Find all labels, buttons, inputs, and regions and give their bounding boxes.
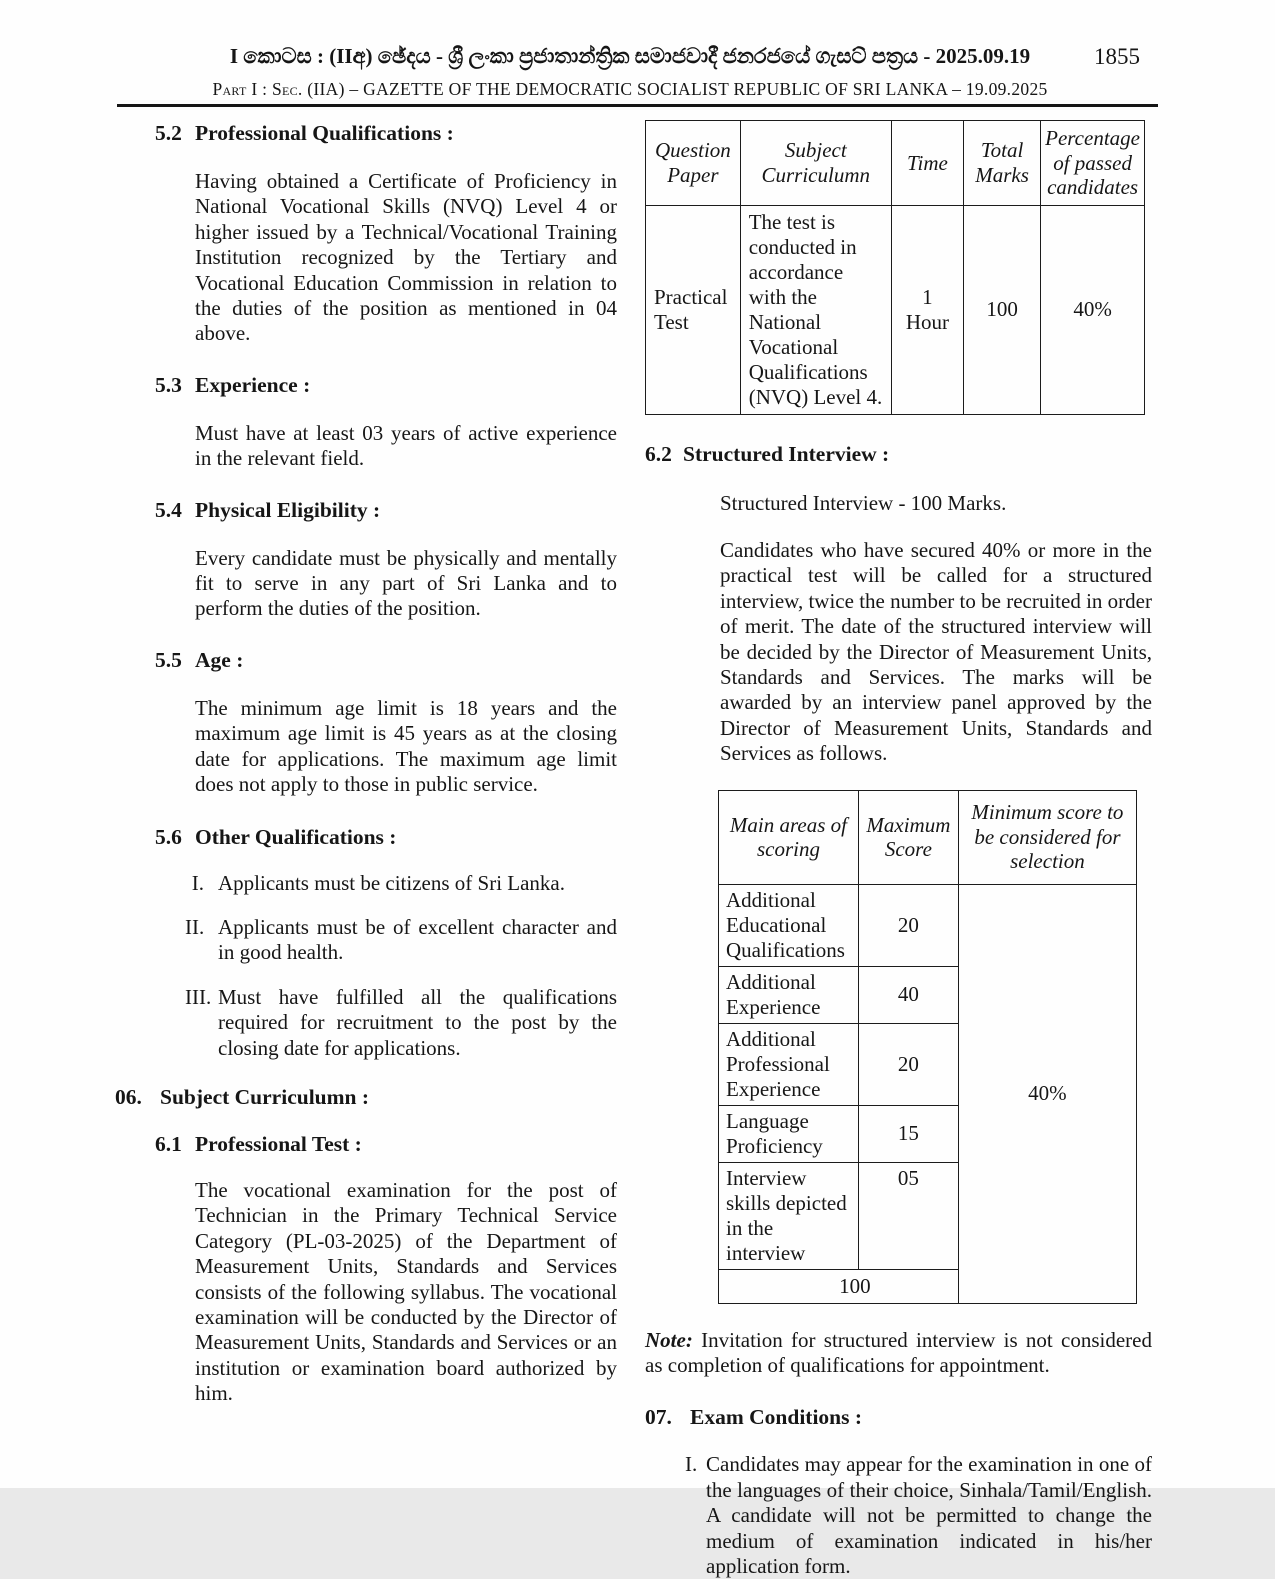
list-item <box>185 871 617 896</box>
table-row <box>646 205 1145 414</box>
total-score-cell: 100 <box>719 1269 959 1303</box>
section-body-5-3: Must have at least 03 years of active experience in the relevant field. <box>195 420 617 471</box>
scoring-area-cell: Language Proficiency <box>719 1105 859 1162</box>
table-header-row <box>719 790 1137 884</box>
section-title: Professional Qualifications : <box>195 121 454 145</box>
header-rule <box>117 104 1158 107</box>
section-heading-06 <box>115 1084 617 1110</box>
column-header: Main areas of scoring <box>719 790 859 884</box>
column-header: Maximum Score <box>858 790 958 884</box>
section-number: 5.6 <box>155 824 182 849</box>
interview-scoring-table <box>718 790 1137 1304</box>
other-qualifications-list <box>185 871 617 1061</box>
score-cell: 15 <box>858 1105 958 1162</box>
column-header: Time <box>891 121 963 206</box>
section-title: Physical Eligibility : <box>195 497 381 522</box>
section-number: 6.1 <box>155 1131 182 1156</box>
section-body-5-2: Having obtained a Certificate of Proficiency in National Vocational Skills (NVQ) Level 4 or higher issued by a Technical/Vocational Training Institution recognized by the Tertiary and Vocational Education Commission in relation to the duties of the position as mentioned in 04 above. <box>195 169 617 346</box>
section-heading-5-3 <box>155 372 617 398</box>
section-title: Professional Test : <box>195 1131 362 1156</box>
list-item-number: I. <box>685 1452 698 1477</box>
time-cell: 1 Hour <box>891 205 963 414</box>
note-text: Invitation for structured interview is not considered as completion of qualifications for appointment. <box>645 1327 1152 1377</box>
section-heading-5-5 <box>155 647 617 673</box>
list-item-number: II. <box>185 914 205 939</box>
column-header: Total Marks <box>964 121 1041 206</box>
section-heading-5-6 <box>155 824 617 850</box>
question-paper-cell: Practical Test <box>646 205 741 414</box>
section-title: Age : <box>195 647 244 672</box>
interview-body: Candidates who have secured 40% or more in the practical test will be called for a structured interview, twice the number to be recruited in order of merit. The date of the structured interview will be decided by the Director of Measurement Units, Standards and Services. The marks will be awarded by an interview panel approved by the Director of Measurement Units, Standards and Services as follows. <box>720 537 1152 766</box>
section-number: 06. <box>115 1084 142 1109</box>
page-number: 1855 <box>1094 44 1140 69</box>
list-item-number: III. <box>185 984 212 1009</box>
list-item <box>185 915 617 966</box>
exam-conditions-list <box>685 1452 1152 1579</box>
section-heading-6-1 <box>155 1131 617 1157</box>
score-cell: 20 <box>858 1023 958 1105</box>
curriculum-cell: The test is conducted in accordance with the National Vocational Qualifications (NVQ) Level 4. <box>740 205 891 414</box>
section-title: Experience : <box>195 372 311 397</box>
list-item-text: Candidates may appear for the examination in one of the languages of their choice, Sinhala/Tamil/English. A candidate will not be permitted to change the medium of examination indicated in his/her application form. <box>706 1452 1152 1578</box>
scoring-area-cell: Additional Professional Experience <box>719 1023 859 1105</box>
column-header: Minimum score to be considered for selection <box>958 790 1136 884</box>
percentage-cell: 40% <box>1041 205 1145 414</box>
section-heading-07 <box>645 1404 1152 1430</box>
list-item-text: Applicants must be of excellent character and in good health. <box>218 914 617 965</box>
section-heading-5-4 <box>155 497 617 523</box>
section-heading-6-2 <box>645 441 1152 467</box>
scoring-area-cell: Interview skills depicted in the interview <box>719 1162 859 1269</box>
section-title: Other Qualifications : <box>195 824 397 849</box>
scoring-area-cell: Additional Experience <box>719 966 859 1023</box>
right-column <box>645 120 1152 1579</box>
score-cell: 40 <box>858 966 958 1023</box>
column-header: Percentage of passed candidates <box>1041 121 1145 206</box>
minimum-score-cell: 40% <box>958 884 1136 1303</box>
section-body-5-4: Every candidate must be physically and mentally fit to serve in any part of Sri Lanka and to perform the duties of the position. <box>195 545 617 621</box>
table-header-row <box>646 121 1145 206</box>
section-body-6-1: The vocational examination for the post of Technician in the Primary Technical Service Category (PL-03-2025) of the Department of Measurement Units, Standards and Services consists of the following syllabus. The vocational examination will be conducted by the Director of Measurement Units, Standards and Services or an institution or examination board authorized by him. <box>195 1177 617 1406</box>
section-number: 5.3 <box>155 372 182 397</box>
section-title: Structured Interview : <box>683 441 890 466</box>
note-label: Note: <box>645 1327 693 1352</box>
column-header: Subject Curriculumn <box>740 121 891 206</box>
interview-lead: Structured Interview - 100 Marks. <box>720 490 1007 515</box>
section-title: Exam Conditions : <box>690 1405 863 1430</box>
section-number: 5.5 <box>155 647 182 672</box>
section-heading-5-2 <box>155 120 617 146</box>
list-item-text: Applicants must be citizens of Sri Lanka. <box>218 870 566 895</box>
scoring-area-cell: Additional Educational Qualifications <box>719 884 859 966</box>
section-number: 6.2 <box>645 441 672 466</box>
header-sinhala: I කොටස : (IIඅ) ඡේදය - ශ්‍රී ලංකා ප්‍රජාතාන්ත්‍රික සමාජවාදී ජනරජයේ ගැසට් පත්‍රය - 2025.09.19 <box>229 44 1031 68</box>
list-item <box>685 1452 1152 1579</box>
list-item <box>185 985 617 1061</box>
score-cell: 05 <box>858 1162 958 1269</box>
professional-test-table <box>645 120 1145 415</box>
left-column <box>115 120 617 1407</box>
section-number: 5.4 <box>155 497 182 522</box>
total-marks-cell: 100 <box>964 205 1041 414</box>
section-number: 07. <box>645 1405 672 1430</box>
section-body-5-5: The minimum age limit is 18 years and the maximum age limit is 45 years as at the closing date for applications. The maximum age limit does not apply to those in public service. <box>195 695 617 797</box>
list-item-number: I. <box>191 870 204 895</box>
section-title: Subject Curriculumn : <box>160 1084 370 1109</box>
header-english: Part I : Sec. (IIA) – GAZETTE OF THE DEMOCRATIC SOCIALIST REPUBLIC OF SRI LANKA – 19.09.2025 <box>212 79 1048 99</box>
score-cell: 20 <box>858 884 958 966</box>
list-item-text: Must have fulfilled all the qualifications required for recruitment to the post by the closing date for applications. <box>218 984 617 1060</box>
note-paragraph <box>645 1328 1152 1379</box>
section-number: 5.2 <box>155 121 182 145</box>
table-row <box>719 884 1137 966</box>
column-header: Question Paper <box>646 121 741 206</box>
